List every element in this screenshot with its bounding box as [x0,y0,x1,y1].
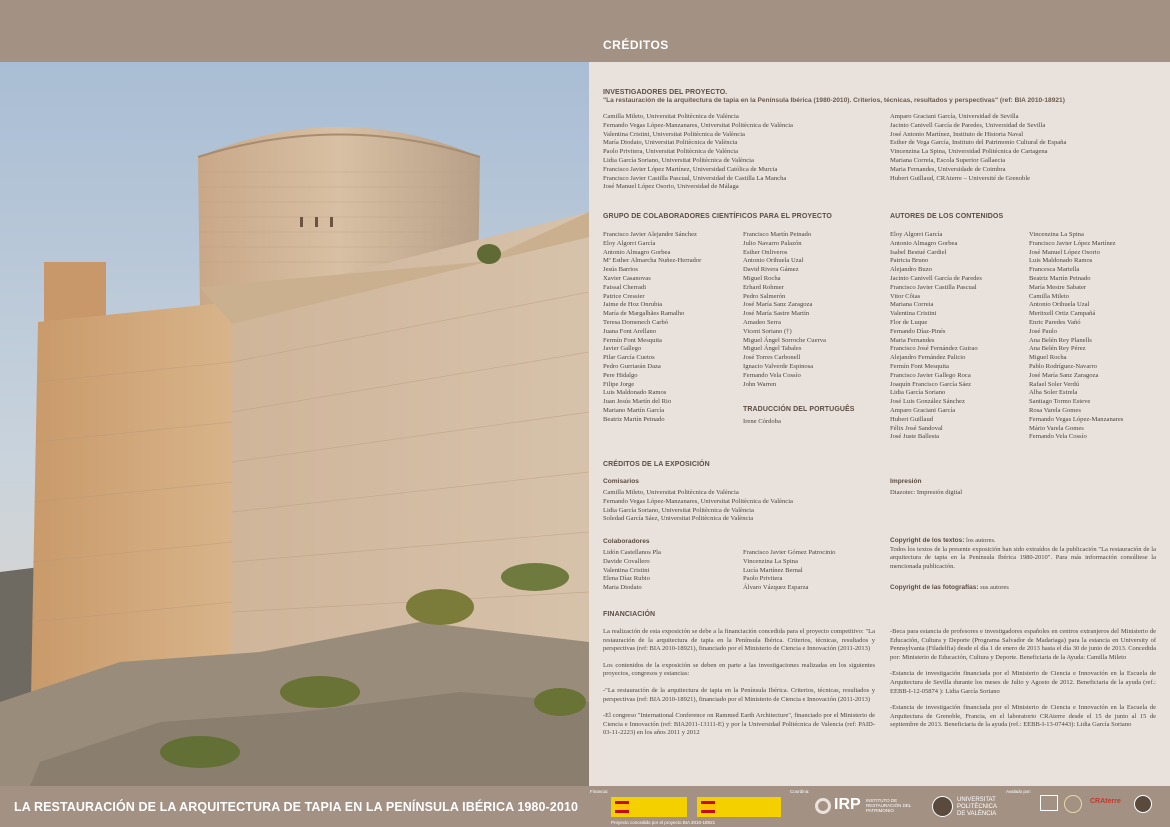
list-item: Mariana Correia, Escola Superior Gallaecia [890,156,1006,164]
copyright-textos-label: Copyright de los textos: [890,537,965,544]
list-item: Lidia García Soriano, Universitat Politècnica de València [603,506,754,514]
list-item: Paolo Privitera, Universitat Politècnica de València [603,148,739,156]
avalado-label: Avalado por: [1006,789,1032,794]
list-item: Pedro Salmerón [743,292,786,300]
list-item: Pere Hidalgo [603,371,638,379]
list-item: Teresa Domenech Carbó [603,318,669,326]
list-item: Alba Soler Estrela [1029,389,1078,397]
list-item: Francisco Javier Castilla Pascual, Universidad de Castilla La Mancha [603,174,787,182]
list-item: Jacinto Canivell García de Paredes, Universidad de Sevilla [890,121,1046,129]
list-item: Francisco José Fernández Guirao [890,345,978,353]
list-item: Fernando Vegas López-Manzanares, Universitat Politècnica de València [603,121,793,129]
list-item: Francesca Martella [1029,266,1080,274]
list-item: Meritxell Ortiz Campañá [1029,310,1096,318]
list-item: Fernando Vegas López-Manzanares [1029,415,1124,423]
upv-logo-text: UNIVERSITAT POLITÈCNICA DE VALÈNCIA [957,797,998,817]
list-item: Rafael Soler Verdú [1029,380,1080,388]
impresion-heading: Impresión [890,478,922,485]
list-item: Amparo Graciani García [890,406,956,414]
list-item: José Paulo [1029,327,1058,335]
list-item: Antonio Almagro Gorbea [890,239,958,247]
list-item: José Manuel López Osorio, Universidad de Málaga [603,183,739,191]
list-item: Patrice Cressier [603,292,645,300]
exhibition-title: LA RESTAURACIÓN DE LA ARQUITECTURA DE TAPIA EN LA PENÍNSULA IBÉRICA 1980-2010 [14,800,579,814]
impresion-value: Diazotec: Impresión digital [890,489,963,496]
list-item: Erhard Rohmer [743,283,784,291]
investigadores-heading: INVESTIGADORES DEL PROYECTO. [603,89,728,96]
list-item: Lucía Martínez Bernal [743,566,803,574]
chair-logo-icon [1064,795,1082,813]
list-item: Davide Covallero [603,557,650,565]
list-item: José Manuel López Osorio [1029,248,1100,256]
list-item: Maria Fernandes [890,336,935,344]
list-item: Antonio Orihuela Uzal [1029,301,1090,309]
list-item: Elena Díaz Rubio [603,575,650,583]
list-item: José Antonio Martínez, Instituto de Historia Naval [890,130,1024,138]
list-item: Luis Maldonado Ramos [603,389,667,397]
autores-heading: AUTORES DE LOS CONTENIDOS [890,213,1004,220]
list-item: Álvaro Vázquez Esparza [743,584,809,592]
list-item: Francisco Javier Alejandre Sánchez [603,231,697,238]
list-item: Alejandro Buzo [890,266,932,274]
list-item: José Torres Carbonell [743,354,801,362]
list-item: Julio Navarro Palazón [743,239,802,247]
investigadores-list-2 [890,113,1066,183]
list-item: Fernando Díaz-Pinés [890,327,946,335]
list-item: Francisco Javier Gallego Roca [890,371,971,379]
colaboradores-list-2 [743,549,835,593]
list-item: Pedro Gurriarán Daza [603,362,661,370]
list-item: Mariano Martín García [603,406,665,414]
colaboradores-list-1 [603,549,661,593]
list-item: Amparo Graciani García, Universidad de Sevilla [890,113,1019,120]
list-item: Mª Esther Almarcha Nuñez-Herrador [603,257,702,265]
list-item: Joaquín Francisco García Sáez [890,380,972,388]
list-item: Fernando Vela Cossío [1029,433,1087,441]
list-item: Ignacio Valverde Espinosa [743,362,814,370]
financiacion-right [890,628,1156,738]
financiacion-left [603,628,875,746]
list-item: María Diodato, Universitat Politècnica de València [603,139,738,147]
list-item: Antonio Almagro Gorbea [603,248,671,256]
autores-list-2 [1029,231,1123,442]
list-item: Paolo Privitera [743,575,783,583]
list-item: Valentina Cristini [603,566,650,574]
financiacion-paragraph: -Estancia de investigación financiada por el Ministerio de Ciencia e Innovación en la Escuela de Arquitectura de Grenoble, Francia, en el laboratorio CRAterre desde el 15 de junio al 15 de septiembre de 2013. Beneficiaria de la ayuda (ref.: EEBB-I-13-07443): Lidia García Soriano [890,704,1156,729]
list-item: Francisco Javier Gómez Patrocinio [743,549,836,556]
comisarios-list [603,489,793,524]
list-item: Amadeo Serra [743,318,781,326]
copyright-fotos-value: sus autores [980,584,1009,591]
list-item: José Juste Ballesta [890,433,940,441]
list-item: Pilar García Cuetos [603,354,655,362]
coordina-label: Coordina: [790,789,810,794]
list-item: Miguel Ángel Tabales [743,345,802,353]
list-item: Vincenzina La Spina, Universidad Politécnica de Cartagena [890,148,1048,156]
list-item: Xavier Casanovas [603,274,651,282]
list-item: Fermín Font Mesquita [890,362,949,370]
investigadores-list-1 [603,113,793,192]
list-item: Francisco Javier Castilla Pascual [890,283,977,291]
list-item: Maria Fernandes, Universidade de Coimbra [890,165,1006,173]
list-item: Lidia García Soriano [890,389,946,397]
list-item: Ana Belén Rey Planells [1029,336,1092,344]
list-item: Soledad García Sáez, Universitat Politècnica de València [603,515,754,523]
list-item: María de Margalhães Ramalho [603,310,685,318]
traduccion-name: Irene Córdoba [743,418,781,425]
craterre-logo: CRAterre [1090,798,1121,805]
copyright-textos [890,537,1156,571]
list-item: Camilla Mileto [1029,292,1070,300]
castle-photo [0,62,589,786]
list-item: Francisco Javier López Martínez [1029,239,1116,247]
unesco-logo-icon [1040,795,1058,811]
list-item: Vincenzina La Spina [1029,231,1084,238]
list-item: Faissal Cherradi [603,283,647,291]
list-item: Félix José Sandoval [890,424,943,432]
list-item: Beatriz Martín Peinado [603,415,665,423]
list-item: Antonio Orihuela Uzal [743,257,804,265]
ministerio-logo-2 [697,797,781,817]
financiacion-heading: FINANCIACIÓN [603,611,656,618]
footer-bar [0,786,1170,827]
colaboradores-cientificos-list-2 [743,231,826,389]
colaboradores-cientificos-list-1 [603,231,701,425]
list-item: Luis Maldonado Ramos [1029,257,1093,265]
copyright-fotos-label: Copyright de las fotografías: [890,584,979,591]
list-item: Flor de Luque [890,318,928,326]
list-item: Filipe Jorge [603,380,635,388]
financiacion-paragraph: -El congreso "International Conference on Rammed Earth Architecture", financiado por el Ministerio de Ciencia e Innovación (ref: BIA2011-13111-E) y por la Universidad Politécnica de Valencia (ref: PAID-03-11-2223) en los años 2011 y 2012 [603,712,875,737]
list-item: Rosa Varela Gomes [1029,406,1081,414]
list-item: Eloy Algorri García [603,239,656,247]
irp-subtitle: INSTITUTO DE RESTAURACIÓN DEL PATRIMONIO [866,798,912,813]
list-item: John Warren [743,380,777,388]
colaboradores-cientificos-heading: GRUPO DE COLABORADORES CIENTÍFICOS PARA EL PROYECTO [603,213,832,220]
irp-logo-text: IRP [834,796,861,813]
financia-label: Financia: [590,789,609,794]
list-item: Santiago Tormo Esteve [1029,398,1091,406]
list-item: Esther Onliveros [743,248,788,256]
copyright-textos-value: los autores. [966,537,996,544]
list-item: Jesús Barrios [603,266,638,274]
list-item: Miguel Rocha [1029,354,1067,362]
university-seal-icon [1134,795,1152,813]
copyright-textos-body: Todos los textos de la presente exposición han sido extraídos de la publicación "La restauración de la arquitectura de tapia en la Península Ibérica 1980-2010". Para más información consúltese la mencionada publicación. [890,545,1156,570]
list-item: Patricia Bruno [890,257,929,265]
list-item: Vincenzina La Spina [743,557,798,565]
investigadores-project-title: "La restauración de la arquitectura de tapia en la Península Ibérica (1980-2010). Criterios, técnicas, resultados y perspectivas" (ref: BIA 2010-18921) [603,97,1065,104]
irp-logo-icon [815,798,831,814]
list-item: Francisco Javier López Martínez, Universidad Católica de Murcia [603,165,778,173]
list-item: Lidón Castellanos Pla [603,549,661,556]
list-item: Fernando Vela Cossío [743,371,801,379]
list-item: Valentina Cristini [890,310,937,318]
list-item: Juana Font Arellano [603,327,657,335]
list-item: Eloy Algorri García [890,231,943,238]
comisarios-heading: Comisarios [603,478,639,485]
list-item: Camilla Mileto, Universitat Politècnica de València [603,113,739,120]
list-item: José María Sanz Zaragoza [1029,371,1099,379]
list-item: Isabel Bestué Cardiel [890,248,947,256]
traduccion-heading: TRADUCCIÓN DEL PORTUGUÊS [743,406,855,413]
list-item: Mário Varela Gomes [1029,424,1084,432]
list-item: José María Sanz Zaragoza [743,301,813,309]
autores-list-1 [890,231,982,442]
exposicion-heading: CRÉDITOS DE LA EXPOSICIÓN [603,461,710,468]
list-item: Jaime de Hoz Onrubia [603,301,663,309]
credits-panel [589,62,1170,786]
list-item: Valentina Cristini, Universitat Politècnica de València [603,130,745,138]
list-item: Fernando Vegas López-Manzanares, Universitat Politècnica de València [603,497,793,505]
list-item: Lidia García Soriano, Universitat Politècnica de València [603,156,754,164]
list-item: Fermín Font Mesquita [603,336,662,344]
list-item: Maria Diodato [603,584,642,592]
list-item: José María Sastre Martín [743,310,810,318]
list-item: Vicent Soriano (†) [743,327,792,335]
list-item: Enric Paredes Vañó [1029,318,1081,326]
list-item: Francisco Martín Peinado [743,231,812,238]
financiacion-paragraph: -"La restauración de la arquitectura de tapia en la Península Ibérica. Criterios, técnicas, resultados y perspectivas (ref: BIA 2010-18921), financiado por el Ministerio de Ciencia e Innovación (2011-2013) [603,686,875,703]
list-item: Miguel Ángel Sorroche Cuerva [743,336,826,344]
list-item: Vitor Côias [890,292,921,300]
proyecto-note: Proyecto concedido por el proyecto BIA 2010-18921 [611,820,716,825]
page-title: CRÉDITOS [603,38,669,52]
financiacion-paragraph: -Beca para estancia de profesores e investigadores españoles en centros extranjeros del Ministerio de Educación, Cultura y Deporte (Programa Salvador de Madariaga) para la estancia en University of Pennsylvania (Filadelfia) desde el día 1 de enero de 2013 hasta el día 30 de junio de 2013. Concedida por: Ministerio de Educación, Cultura y Deporte. Beneficiaria de la Ayuda: Camilla Mileto [890,628,1156,661]
ministerio-logo-1 [611,797,687,817]
list-item: David Rivera Gámez [743,266,799,274]
list-item: Beatriz Martín Peinado [1029,274,1091,282]
list-item: Juan Jesús Martín del Rio [603,398,672,406]
list-item: Alejandro Fernández Palicio [890,354,966,362]
list-item: Esther de Vega García, Instituto del Patrimonio Cultural de España [890,139,1067,147]
list-item: María Mestre Sabater [1029,283,1087,291]
list-item: Mariana Correia [890,301,934,309]
list-item: Javier Gallego [603,345,642,353]
list-item: José Luis González Sánchez [890,398,965,406]
list-item: Camilla Mileto, Universitat Politècnica de València [603,489,739,496]
list-item: Hubert Guillaud [890,415,934,423]
financiacion-paragraph: La realización de esta exposición se debe a la financiación concedida para el proyecto competitivo: "La restauración de la arquitectura de tapia en la Península Ibérica. Criterios, técnicas, resultados y perspectivas (ref: BIA 2010-18921), financiado por el Ministerio de Ciencia e Innovación (2011-2013) [603,628,875,653]
list-item: Pablo Rodríguez-Navarro [1029,362,1097,370]
financiacion-paragraph: Los contenidos de la exposición se deben en parte a las investigaciones realizadas en los siguientes proyectos, congresos y estancias: [603,661,875,678]
header-bar [0,0,1170,62]
financiacion-paragraph: -Estancia de investigación financiada por el Ministerio de Ciencia e Innovación en la Escuela de Arquitectura de Sevilla durante los meses de Julio y Agosto de 2012. Beneficiaria de la ayuda (ref.: EEBB-I-12-05874 ): Lidia García Soriano [890,670,1156,695]
list-item: Miguel Rocha [743,274,781,282]
copyright-fotos [890,584,1156,593]
upv-seal-icon [932,796,953,817]
list-item: Jacinto Canivell García de Paredes [890,274,982,282]
colaboradores-heading: Colaboradores [603,538,650,545]
list-item: Hubert Guillaud, CRAterre – Université de Grenoble [890,174,1031,182]
list-item: Ana Belén Rey Pérez [1029,345,1086,353]
